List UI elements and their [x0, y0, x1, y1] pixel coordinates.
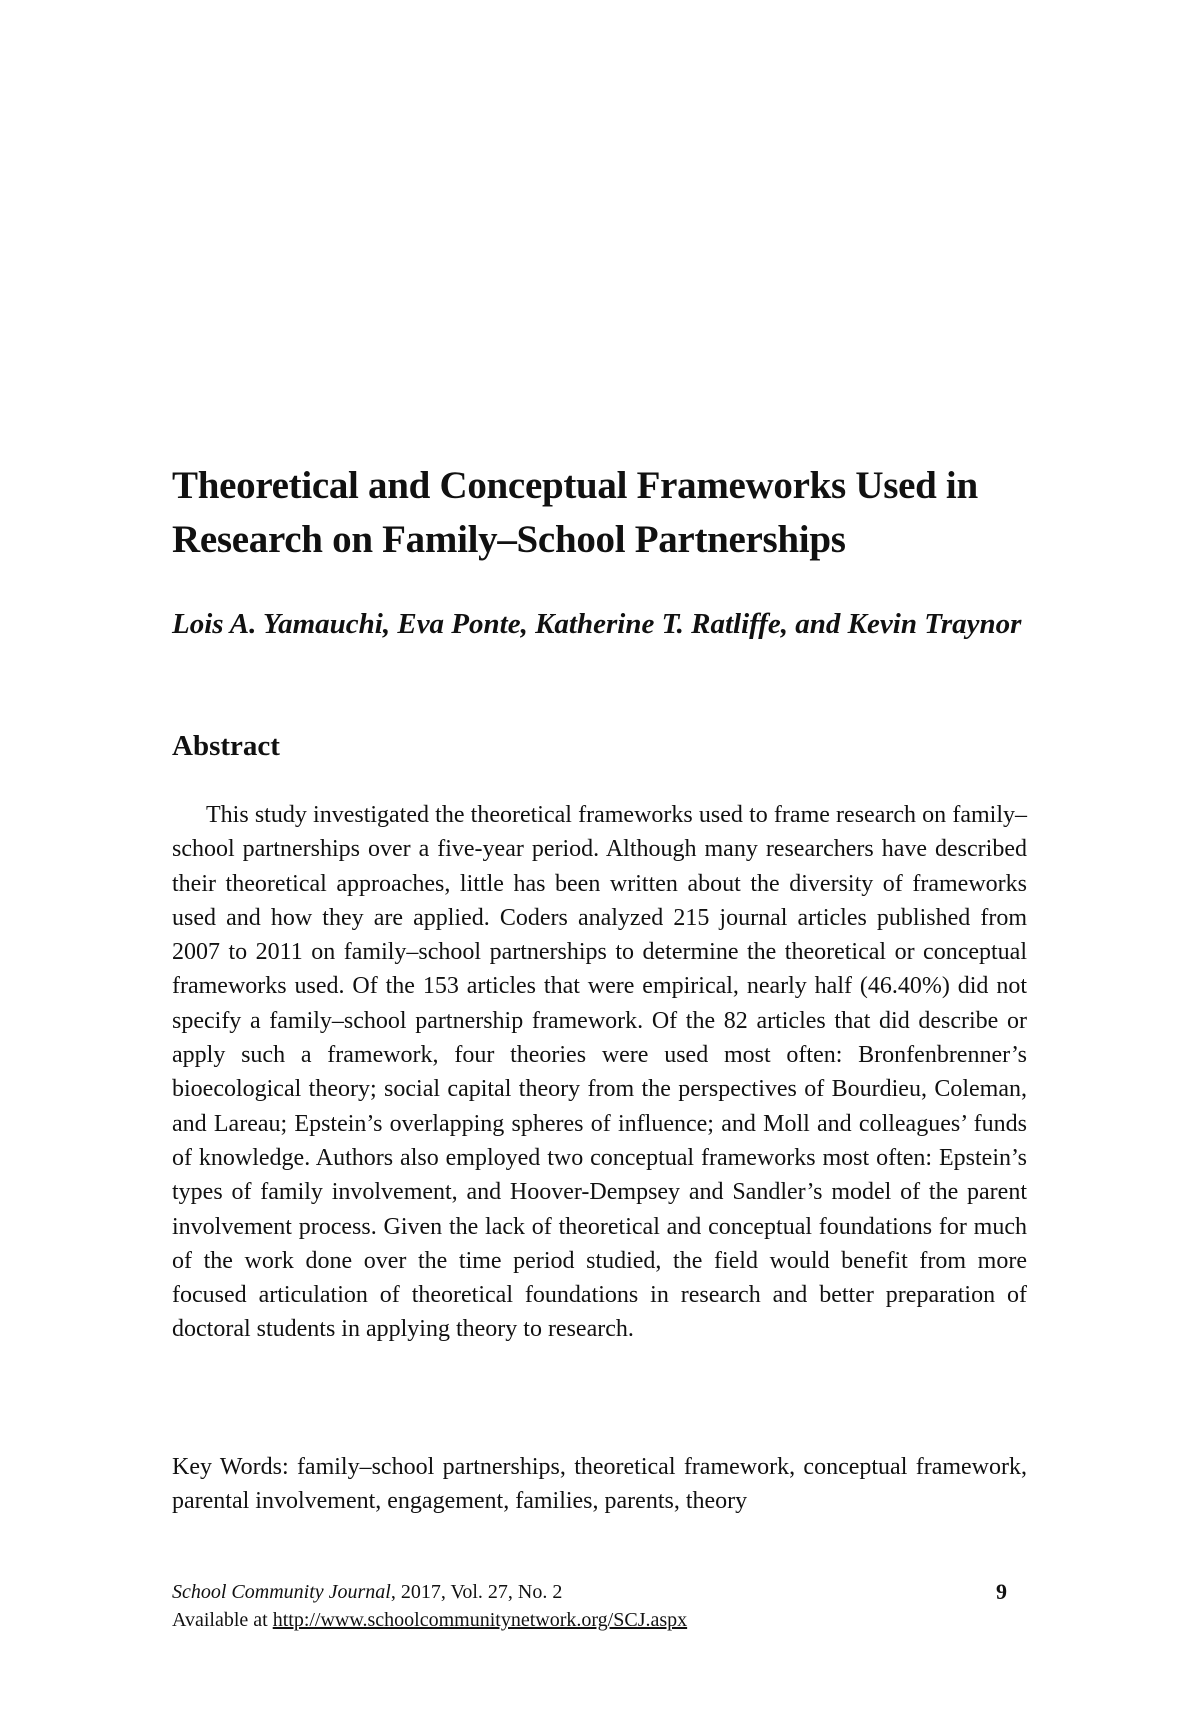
author-list: Lois A. Yamauchi, Eva Ponte, Katherine T. Ratliffe, and Kevin Traynor [172, 608, 1022, 640]
page-number: 9 [996, 1579, 1007, 1604]
page-footer [172, 1578, 1027, 1634]
availability-line [172, 1606, 1027, 1634]
journal-details: , 2017, Vol. 27, No. 2 [390, 1581, 563, 1603]
abstract-text: This study investigated the theoretical frameworks used to frame research on family–school partnerships over a five-year period. Although many researchers have described their theoretical approaches, little has been written about the diversity of frameworks used and how they are applied. Coders analyzed 215 journal articles published from 2007 to 2011 on family–school partnerships to determine the theoretical or conceptual frameworks used. Of the 153 articles that were empirical, nearly half (46.40%) did not specify a family–school partnership framework. Of the 82 articles that did describe or apply such a framework, four theories were used most often: Bronfenbrenner’s bioecological theory; social capital theory from the perspectives of Bourdieu, Coleman, and Lareau; Epstein’s overlapping spheres of influence; and Moll and colleagues’ funds of knowledge. Authors also employed two conceptual frameworks most often: Epstein’s types of family involvement, and Hoover-Dempsey and Sandler’s model of the parent involvement process. Given the lack of theoretical and conceptual foundations for much of the work done over the time period studied, the field would benefit from more focused articulation of theoretical foundations in research and better preparation of doctoral students in applying theory to research. [172, 802, 1027, 1343]
available-prefix: Available at [172, 1609, 273, 1631]
journal-name: School Community Journal [172, 1581, 391, 1603]
article-title: Theoretical and Conceptual Frameworks Used in Research on Family–School Partnerships [172, 464, 978, 561]
journal-url-link[interactable]: http://www.schoolcommunitynetwork.org/SCJ.aspx [272, 1609, 688, 1631]
journal-citation [172, 1578, 1027, 1606]
abstract-heading: Abstract [172, 730, 280, 762]
key-words: Key Words: family–school partnerships, theoretical framework, conceptual framework, parental involvement, engagement, families, parents, theory [172, 1454, 1027, 1515]
